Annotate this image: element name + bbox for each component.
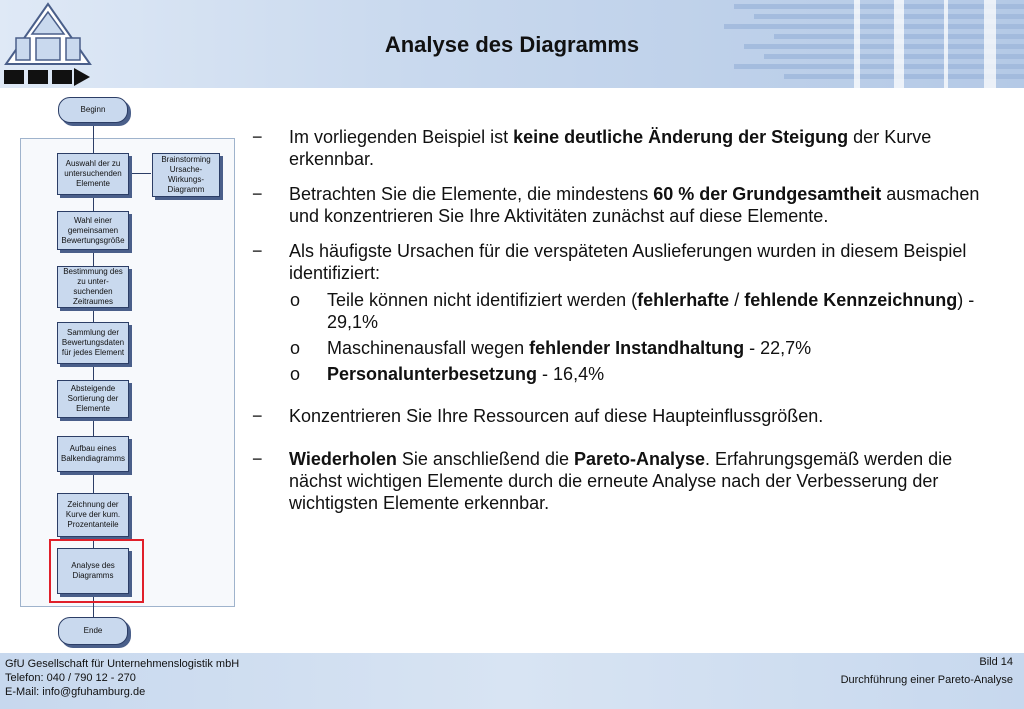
flowchart-step: Sammlung der Bewertungsdaten für jedes Element [57,322,129,364]
sub-bullet-item: o Personalunterbesetzung - 16,4% [290,364,605,384]
flowchart-step: Zeichnung der Kurve der kum. Prozentanteile [57,493,129,537]
slide-number: Bild 14 [979,656,1013,668]
circle-bullet: o [290,338,301,358]
sub-bullet-item: o Teile können nicht identifiziert werden (fehlerhafte / fehlende Kennzeichnung) - 29,1% [290,290,975,332]
flow-arrow [93,472,94,493]
footer-bar [0,653,1024,709]
flowchart-step: Bestimmung des zu unter-suchenden Zeitraumes [57,266,129,308]
footer-company: GfU Gesellschaft für Unternehmenslogistik mbH [5,658,240,670]
flowchart-end: Ende [58,617,128,645]
footer-phone: Telefon: 040 / 790 12 - 270 [5,672,136,684]
flowchart-step: Auswahl der zu untersuchenden Elemente [57,153,129,195]
bullet-item: − Als häufigste Ursachen für die verspäteten Auslieferungen wurden in diesem Beispiel identifiziert: [252,241,967,283]
circle-bullet: o [290,364,301,384]
flow-arrow [93,250,94,266]
page-title: Analyse des Diagramms [384,32,640,57]
footer-subtitle: Durchführung einer Pareto-Analyse [840,674,1013,686]
dash-bullet: − [252,449,263,469]
flowchart-step: Aufbau eines Balkendiagramms [57,436,129,472]
bullet-item: − Im vorliegenden Beispiel ist keine deutliche Änderung der Steigung der Kurve erkennbar. [252,127,932,169]
flowchart-side-step: Brainstorming Ursache-Wirkungs-Diagramm [152,153,220,197]
main-content [252,124,1004,514]
bullet-item: − Konzentrieren Sie Ihre Ressourcen auf diese Haupteinflussgrößen. [252,406,824,426]
flowchart-step: Wahl einer gemeinsamen Bewertungsgröße [57,211,129,250]
dash-bullet: − [252,184,263,204]
flowchart-step: Absteigende Sortierung der Elemente [57,380,129,418]
dash-bullet: − [252,241,263,261]
flow-arrow [93,123,94,153]
flow-connector [129,173,151,174]
flow-arrow [93,364,94,380]
dash-bullet: − [252,127,263,147]
dash-bullet: − [252,406,263,426]
flow-arrow [93,195,94,211]
flowchart-step-current: Analyse des Diagramms [57,548,129,594]
circle-bullet: o [290,290,301,310]
bullet-item: − Wiederholen Sie anschließend die Pareto-Analyse. Erfahrungsgemäß werden die nächst wichtigen Elemente durch die erneute Analyse nach der Verbesserung der wichtigsten Elemente erkennbar. [252,449,953,513]
flow-arrow [93,417,94,436]
flowchart-start: Beginn [58,97,128,123]
footer-email: E-Mail: info@gfuhamburg.de [5,686,146,698]
flow-arrow [93,306,94,322]
bullet-item: − Betrachten Sie die Elemente, die mindestens 60 % der Grundgesamtheit ausmachen und konzentrieren Sie Ihre Aktivitäten zunächst auf diese Elemente. [252,184,980,226]
sub-bullet-item: o Maschinenausfall wegen fehlender Instandhaltung - 22,7% [290,338,812,358]
header-bar [0,0,1024,88]
current-step-highlight [49,539,144,603]
